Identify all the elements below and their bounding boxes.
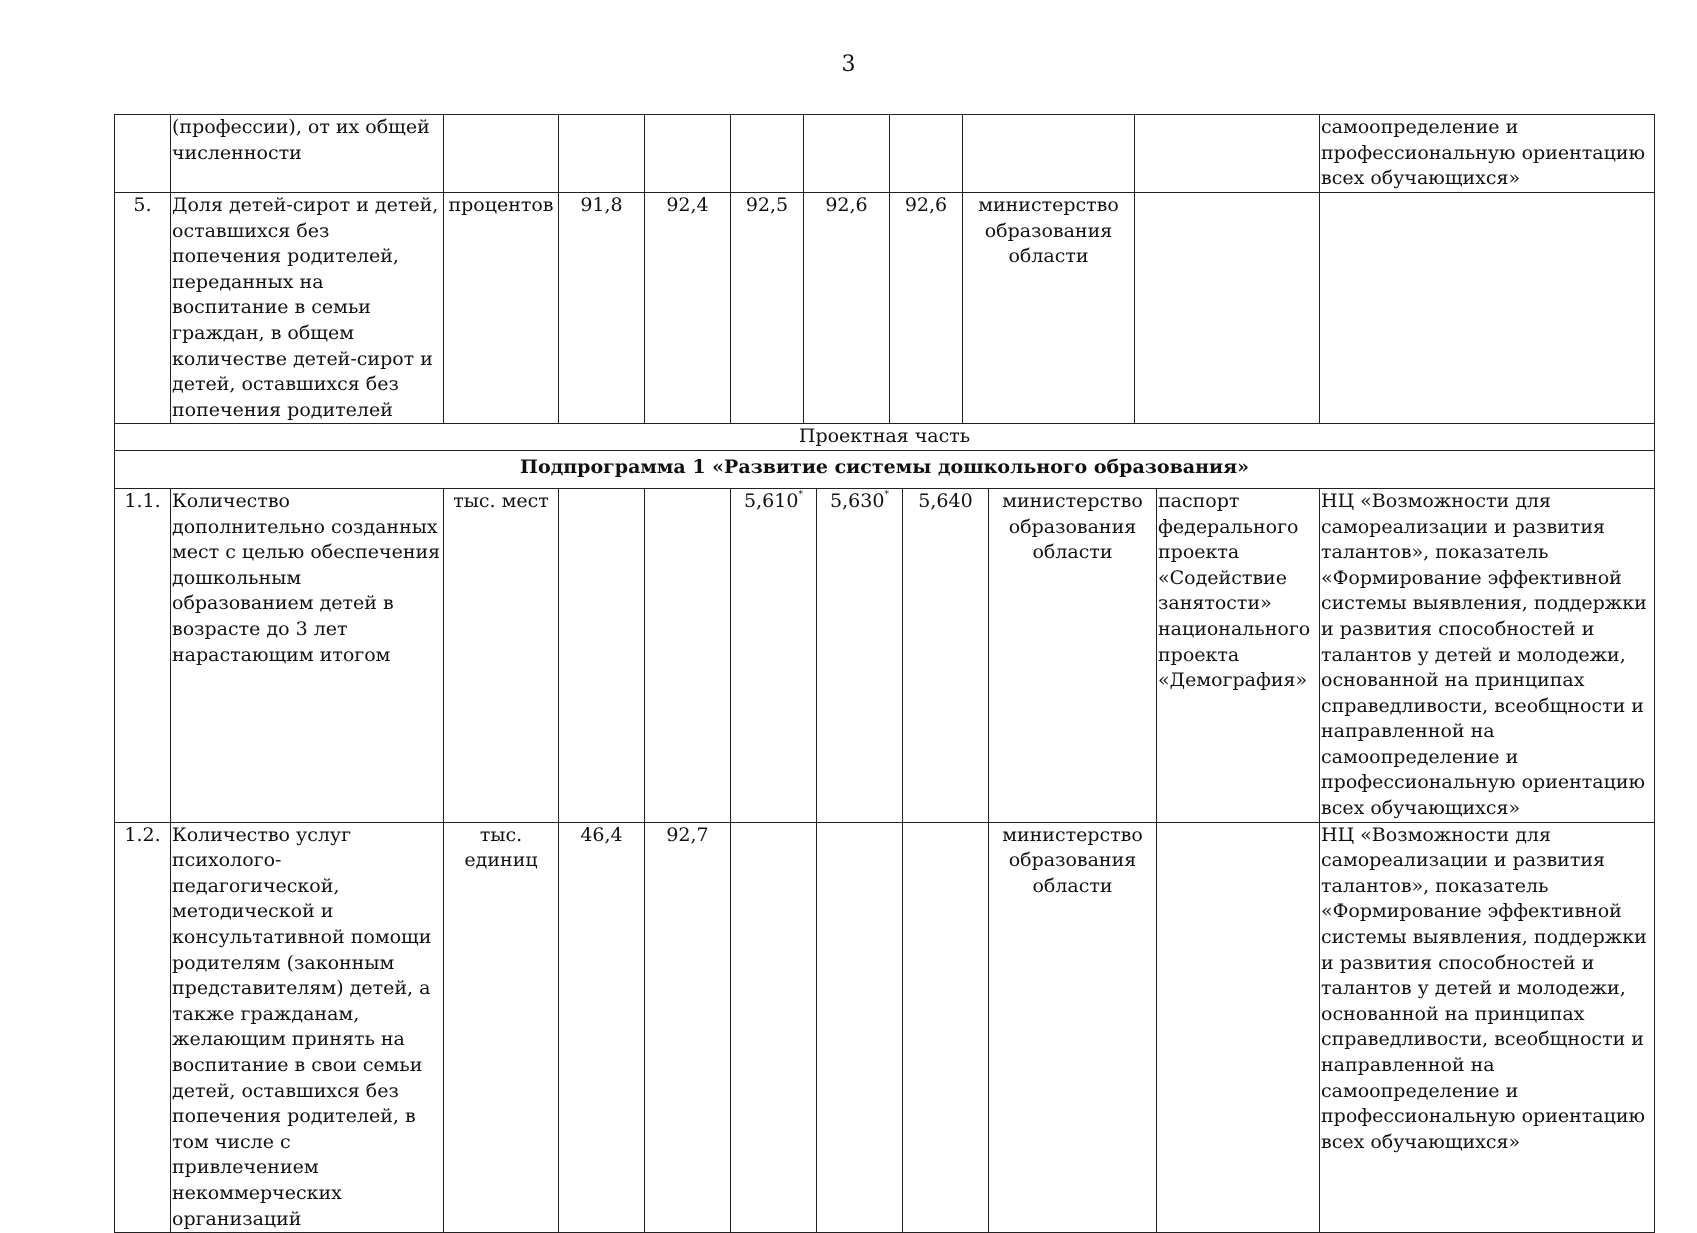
value-cell xyxy=(804,115,890,193)
footnote-mark: * xyxy=(884,489,889,500)
responsible-cell: министерство образования области xyxy=(963,193,1135,424)
value-text: 5,610 xyxy=(744,489,799,512)
source-cell: паспорт федерального проекта «Содействие занятости» национального проекта «Демография» xyxy=(1157,488,1320,822)
source-cell xyxy=(1157,822,1320,1233)
value-cell: 5,640 xyxy=(903,488,989,822)
value-cell xyxy=(645,488,731,822)
value-cell xyxy=(903,822,989,1233)
indicators-table-lower xyxy=(114,488,1655,1233)
value-cell: 92,6 xyxy=(804,193,890,424)
link-cell: НЦ «Возможности для самореализации и развития талантов», показатель «Формирование эффективной системы выявления, поддержки и развития способностей и талантов у детей и молодежи, основанной на принципах справедливости, всеобщности и направленной на самоопределение и профессиональную ориентацию всех обучающихся» xyxy=(1320,822,1655,1233)
responsible-cell: министерство образования области xyxy=(989,488,1157,822)
value-cell xyxy=(731,822,817,1233)
value-cell: 92,5 xyxy=(731,193,804,424)
value-cell: 92,6 xyxy=(890,193,963,424)
source-cell xyxy=(1135,193,1320,424)
row-number xyxy=(115,115,171,193)
value-text: 5,630 xyxy=(830,489,885,512)
value-cell xyxy=(731,115,804,193)
indicator-name: Количество услуг психолого-педагогической, методической и консультативной помощи родителям (законным представителям) детей, а также гражданам, желающим принять на воспитание в свои семьи детей, оставшихся без попечения родителей, в том числе с привлечением некоммерческих организаций xyxy=(171,822,444,1233)
indicators-table-wrapper xyxy=(114,114,1654,1233)
subprogram-title: Подпрограмма 1 «Развитие системы дошкольного образования» xyxy=(115,450,1655,488)
unit-cell: тыс. мест xyxy=(444,488,559,822)
indicator-name: Доля детей-сирот и детей, оставшихся без попечения родителей, переданных на воспитание в семьи граждан, в общем количестве детей-сирот и детей, оставшихся без попечения родителей xyxy=(171,193,444,424)
value-cell xyxy=(817,488,903,822)
value-cell xyxy=(559,488,645,822)
unit-cell: тыс. единиц xyxy=(444,822,559,1233)
link-cell: самоопределение и профессиональную ориентацию всех обучающихся» xyxy=(1320,115,1655,193)
value-cell: 46,4 xyxy=(559,822,645,1233)
section-title: Проектная часть xyxy=(115,424,1655,451)
indicators-table-upper xyxy=(114,114,1655,489)
page-number: 3 xyxy=(841,52,856,77)
row-number: 5. xyxy=(115,193,171,424)
indicator-name: (профессии), от их общей численности xyxy=(171,115,444,193)
value-cell xyxy=(890,115,963,193)
indicator-name: Количество дополнительно созданных мест с целью обеспечения дошкольным образованием детей в возрасте до 3 лет нарастающим итогом xyxy=(171,488,444,822)
value-cell: 91,8 xyxy=(559,193,645,424)
row-number: 1.1. xyxy=(115,488,171,822)
value-cell xyxy=(817,822,903,1233)
responsible-cell xyxy=(963,115,1135,193)
row-number: 1.2. xyxy=(115,822,171,1233)
table-row xyxy=(115,488,1655,822)
source-cell xyxy=(1135,115,1320,193)
unit-cell: процентов xyxy=(444,193,559,424)
value-cell: 92,4 xyxy=(645,193,731,424)
value-cell xyxy=(731,488,817,822)
section-row xyxy=(115,424,1655,451)
link-cell: НЦ «Возможности для самореализации и развития талантов», показатель «Формирование эффективной системы выявления, поддержки и развития способностей и талантов у детей и молодежи, основанной на принципах справедливости, всеобщности и направленной на самоопределение и профессиональную ориентацию всех обучающихся» xyxy=(1320,488,1655,822)
unit-cell xyxy=(444,115,559,193)
subprogram-row xyxy=(115,450,1655,488)
table-row xyxy=(115,115,1655,193)
table-row xyxy=(115,822,1655,1233)
link-cell xyxy=(1320,193,1655,424)
value-cell: 92,7 xyxy=(645,822,731,1233)
responsible-cell: министерство образования области xyxy=(989,822,1157,1233)
table-row xyxy=(115,193,1655,424)
value-cell xyxy=(645,115,731,193)
value-cell xyxy=(559,115,645,193)
footnote-mark: * xyxy=(798,489,803,500)
